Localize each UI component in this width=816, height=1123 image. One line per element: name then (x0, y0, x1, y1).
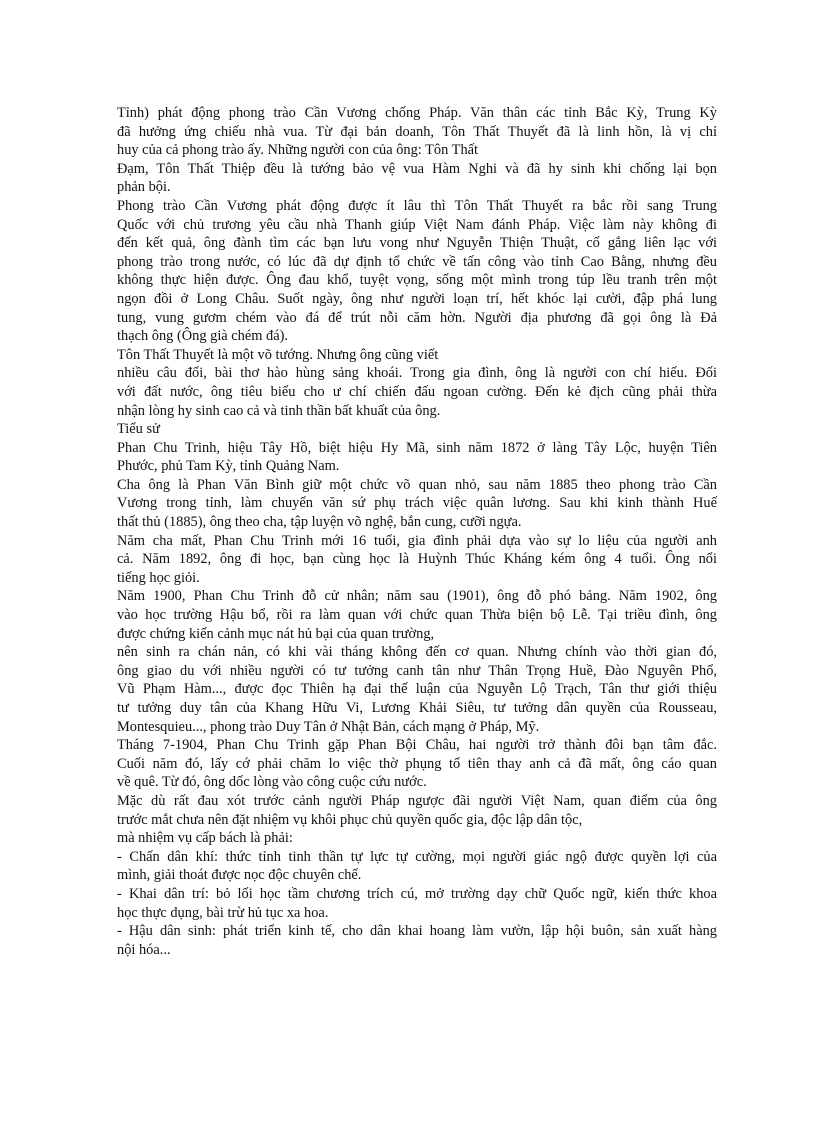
text-line: tung, vung gươm chém vào đá để trút nỗi căm hờn. Người địa phương đã gọi ông là Ðả (117, 309, 717, 326)
text-line: phong trào trong nước, có lúc đã dự định tổ chức về tấn công vào tỉnh Cao Bằng, nhưng đều (117, 253, 717, 270)
text-line: mà nhiệm vụ cấp bách là phải: (117, 830, 293, 847)
text-line: thất thủ (1885), ông theo cha, tập luyện võ nghệ, bắn cung, cưỡi ngựa. (117, 514, 522, 531)
text-line: - Hậu dân sinh: phát triển kinh tế, cho dân khai hoang làm vườn, lập hội buôn, sản xuất hàng (117, 923, 717, 940)
text-line: nên sinh ra chán nản, có khi vài tháng không đến cơ quan. Nhưng chính vào thời gian đó, (117, 644, 717, 661)
text-line: Phan Chu Trinh, hiệu Tây Hồ, biệt hiệu Hy Mã, sinh năm 1872 ở làng Tây Lộc, huyện Tiên (117, 439, 717, 456)
text-line: Tiểu sử (117, 421, 160, 438)
text-line: phản bội. (117, 179, 171, 196)
text-line: Đạm, Tôn Thất Thiệp đều là tướng bảo vệ vua Hàm Nghi và đã hy sinh khi chống lại bọn (117, 160, 717, 177)
text-line: Phong trào Cần Vương phát động được ít lâu thì Tôn Thất Thuyết ra bắc rồi sang Trung (117, 197, 717, 214)
text-line: mình, giải thoát được nọc độc chuyên chế. (117, 867, 362, 884)
text-line: ông giao du với nhiều người có tư tưởng canh tân như Thân Trọng Huề, Đào Nguyên Phổ, (117, 662, 717, 679)
text-line: nhận lòng hy sinh cao cả và tinh thần bất khuất của ông. (117, 402, 441, 419)
text-line: Vũ Phạm Hàm..., được đọc Thiên hạ đại thế luận của Nguyễn Lộ Trạch, Tân thư giới thiệu (117, 681, 717, 698)
text-line: nội hóa... (117, 941, 171, 958)
text-line: Montesquieu..., phong trào Duy Tân ở Nhật Bản, cách mạng ở Pháp, Mỹ. (117, 718, 540, 735)
text-line: Tháng 7-1904, Phan Chu Trinh gặp Phan Bội Châu, hai người trở thành đôi bạn tâm đắc. (117, 737, 717, 754)
text-line: được chứng kiến cảnh mục nát hủ bại của quan trường, (117, 625, 435, 642)
document-body (117, 104, 717, 959)
text-line: Năm cha mất, Phan Chu Trinh mới 16 tuổi, gia đình phải dựa vào sự lo liệu của người anh (117, 532, 717, 549)
text-line: Phước, phủ Tam Kỳ, tỉnh Quảng Nam. (117, 458, 340, 475)
text-line: tiếng học giỏi. (117, 569, 200, 586)
text-line: Năm 1900, Phan Chu Trinh đỗ cử nhân; năm sau (1901), ông đỗ phó bảng. Năm 1902, ông (117, 588, 717, 605)
text-line: vào học trường Hậu bổ, rồi ra làm quan với chức quan Thừa biện bộ Lễ. Tại triều đình, ông (117, 607, 717, 624)
text-line: cả. Năm 1892, ông đi học, bạn cùng học là Huỳnh Thúc Kháng kém ông 4 tuổi. Ông nổi (117, 551, 717, 568)
text-line: Tôn Thất Thuyết là một võ tướng. Nhưng ông cũng viết (117, 346, 439, 363)
text-line: không thực hiện được. Ông đau khổ, tuyệt vọng, sống một mình trong túp lều tranh trên một (117, 272, 717, 289)
text-line: tư tưởng duy tân của Khang Hữu Vi, Lương Khải Siêu, tư tưởng dân quyền của Rousseau, (117, 700, 717, 716)
text-line: huy của cả phong trào ấy. Những người con của ông: Tôn Thất (117, 142, 479, 159)
text-line: Cha ông là Phan Văn Bình giữ một chức võ quan nhỏ, sau năm 1885 theo phong trào Cần (117, 476, 717, 493)
text-line: với đất nước, ông tiêu biểu cho ư chí chiến đấu ngoan cường. Đến kẻ địch cũng phải thừa (117, 383, 717, 400)
text-line: về quê. Từ đó, ông dốc lòng vào công cuộc cứu nước. (117, 774, 427, 791)
text-line: ngọn đồi ở Long Châu. Suốt ngày, ông như người loạn trí, hết khóc lại cười, đập phá lung (117, 290, 717, 307)
text-line: Cuối năm đó, lấy cớ phải chăm lo việc thờ phụng tổ tiên thay anh cả đã mất, ông cáo quan (117, 755, 717, 772)
text-line: Tỉnh) phát động phong trào Cần Vương chống Pháp. Văn thân các tỉnh Bắc Kỳ, Trung Kỳ (117, 105, 717, 121)
text-line: - Chấn dân khí: thức tỉnh tinh thần tự lực tự cường, mọi người giác ngộ được quyền lợi của (117, 848, 717, 865)
text-line: Mặc dù rất đau xót trước cảnh người Pháp ngược đãi người Việt Nam, quan điểm của ông (117, 792, 717, 809)
text-line: đến kết quả, ông đành tìm các bạn lưu vong như Nguyễn Thiện Thuật, cố gắng liên lạc với (117, 235, 717, 252)
text-line: - Khai dân trí: bỏ lối học tầm chương trích cú, mở trường dạy chữ Quốc ngữ, kiến thức khoa (117, 885, 717, 902)
text-line: nhiều câu đối, bài thơ hào hùng sảng khoái. Trong gia đình, ông là người con chí hiếu. Đối (117, 365, 717, 382)
text-line: trước mắt chưa nên đặt nhiệm vụ khôi phục chủ quyền quốc gia, độc lập dân tộc, (117, 811, 583, 828)
text-line: học thực dụng, bài trừ hủ tục xa hoa. (117, 904, 329, 921)
text-line: đã hưởng ứng chiếu nhà vua. Từ đại bản doanh, Tôn Thất Thuyết đã là linh hồn, là vị chỉ (117, 123, 717, 140)
text-line: Vương trong tỉnh, làm chuyển văn sứ phụ trách việc quân lương. Sau khi kinh thành Huế (117, 495, 717, 512)
text-line: Quốc với chủ trương yêu cầu nhà Thanh giúp Việt Nam đánh Pháp. Việc làm này không đi (117, 216, 717, 233)
text-line: thạch ông (Ông già chém đá). (117, 328, 289, 345)
